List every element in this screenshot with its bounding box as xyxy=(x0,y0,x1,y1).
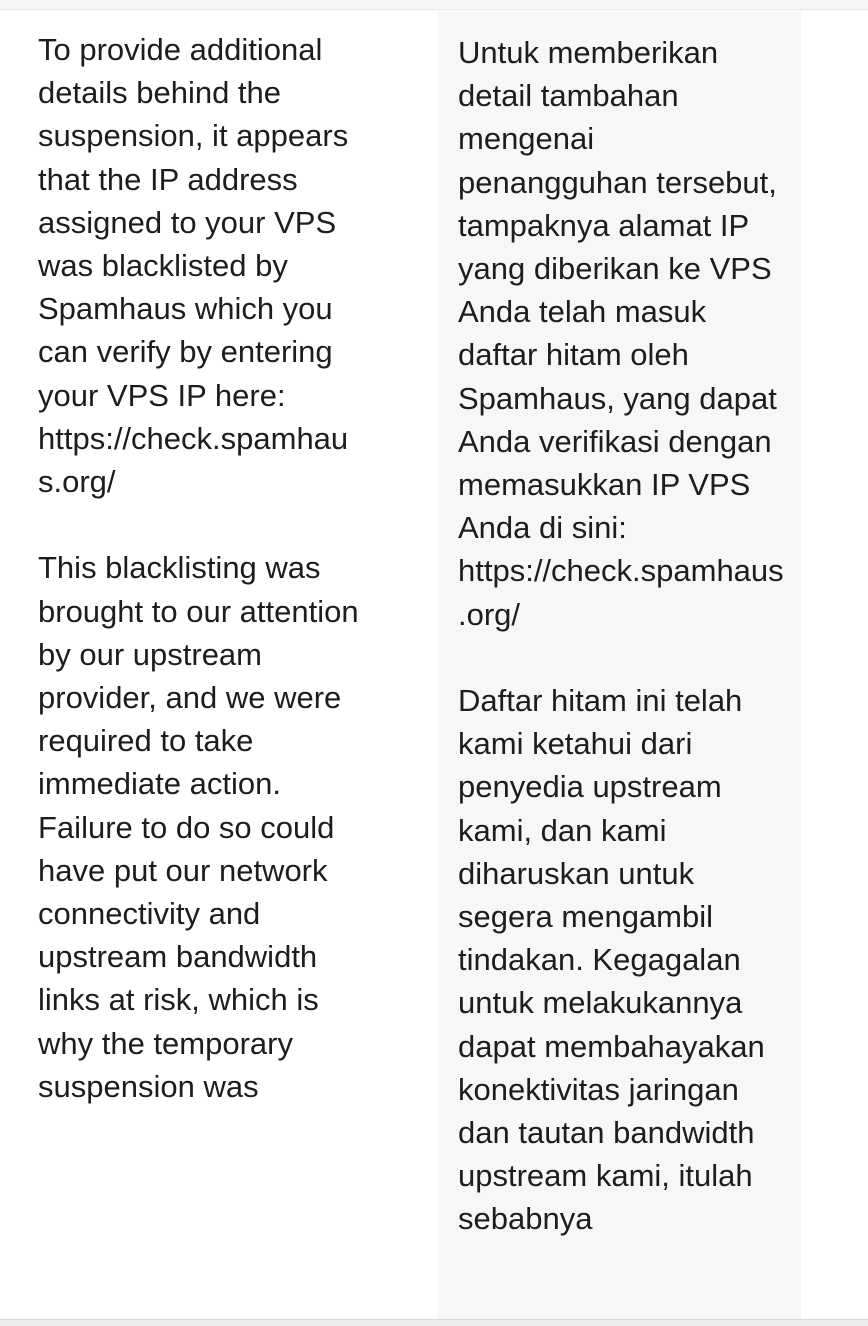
translation-text-column xyxy=(458,31,788,1241)
translation-paragraph-2: Daftar hitam ini telah kami ketahui dari penyedia upstream kami, dan kami diharuskan untuk segera mengambil tindakan. Kegagalan untuk melakukannya dapat membahayakan konektivitas jaringan dan tautan bandwidth upstream kami, itulah sebabnya xyxy=(458,683,765,1237)
source-text-column xyxy=(38,28,363,1108)
translation-paragraph-1: Untuk memberikan detail tambahan mengenai penangguhan tersebut, tampaknya alamat IP yang diberikan ke VPS Anda telah masuk daftar hitam oleh Spamhaus, yang dapat Anda verifikasi dengan memasukkan IP VPS Anda di sini: https://check.spamhaus.org/ xyxy=(458,35,784,632)
source-paragraph-1: To provide additional details behind the suspension, it appears that the IP address assigned to your VPS was blacklisted by Spamhaus which you can verify by entering your VPS IP here: https://check.spamhaus.org/ xyxy=(38,32,349,500)
top-edge xyxy=(0,0,868,10)
horizontal-scrollbar[interactable] xyxy=(0,1319,868,1326)
source-paragraph-2: This blacklisting was brought to our attention by our upstream provider, and we were required to take immediate action. Failure to do so could have put our network connectivity and upstream bandwidth links at risk, which is why the temporary suspension was xyxy=(38,550,359,1104)
